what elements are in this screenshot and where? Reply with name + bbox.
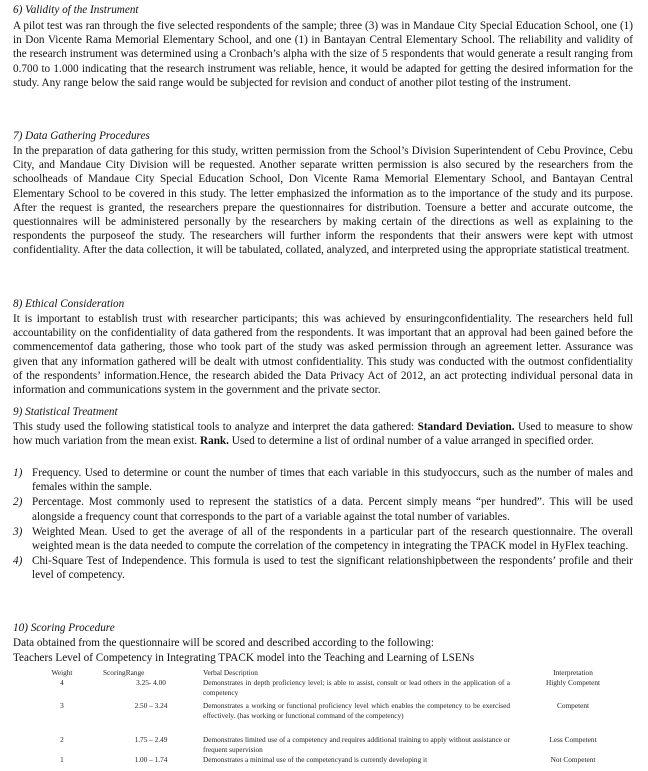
cell-weight: 3 [60,701,64,710]
cell-range: 1.00 – 1.74 [134,755,168,764]
cell-interpretation: Less Competent [549,735,597,744]
list-item [13,554,633,582]
paragraph-statistical-intro [13,420,633,448]
cell-description: Demonstrates limited use of a competency and requires additional training to apply without assistance or frequent supervision [203,735,510,754]
intro-text-c: Used to determine a list of ordinal number of a value arranged in specified order. [228,435,594,448]
rank-label: Rank. [200,435,229,448]
list-number: 3) [13,525,23,538]
paragraph-data-gathering: In the preparation of data gathering for this study, written permission from the School’s Division Superintendent of Cebu Province, Cebu City, and Mandaue City Division will be requested. Another separate written permission is also secured by the researchers from the schoolheads of Mandaue City Special Education School, Don Vicente Rama Memorial Elementary School, and Bantayan Central Elementary School to be covered in this study. The letter emphasized the information as to the importance of the study and its purpose. After the request is granted, the researchers prepare the questionnaires for distribution. Toensure a better and accurate outcome, the questionnaires will be administered personally by the researchers by making certain of the directions as well as explaining to the respondents the purposeof the study. The researchers will further inform the respondents that their answers were kept with utmost confidentiality. After the data collection, it will be tabulated, collated, analyzed, and interpreted using the appropriate statistical treatment. [13,145,633,257]
cell-range: 1.75 – 2.49 [134,735,168,744]
cell-interpretation: Not Competent [550,755,596,764]
cell-weight: 4 [60,678,64,687]
list-number: 4) [13,555,23,568]
statistical-tools-list [13,466,633,583]
list-item-text: Weighted Mean. Used to get the average of all of the respondents in a particular part of the research questionnaire. The overall weighted mean is the data needed to compute the correlation of the competency in integrating the TPACK model in HyFlex teaching. [32,525,633,553]
cell-interpretation: Competent [556,701,590,710]
list-item-text: Chi-Square Test of Independence. This formula is used to test the significant relationshipbetween the respondents’ profile and their level of competency. [32,555,633,582]
list-item-text: Frequency. Used to determine or count the number of times that each variable in this studyoccurs, such as the number of males and females within the sample. [32,467,633,494]
header-interpretation: Interpretation [553,668,593,677]
cell-range: 3.25- 4.00 [136,678,166,687]
section-heading-validity: 6) Validity of the Instrument [13,4,139,16]
cell-interpretation: Highly Competent [545,678,601,687]
list-item [13,466,633,494]
cell-description: Demonstrates in depth proficiency level; is able to assist, consult or lead others in the application of a competency [203,678,510,697]
list-item-text: Percentage. Most commonly used to represent the statistics of a data. Percent simply means “per hundred”. This will be used alongside a frequency count that corresponds to the part of a variable against the total number of variables. [32,496,633,523]
paragraph-ethical: It is important to establish trust with researcher participants; this was achieved by ensuringconfidentiality. The researchers held full accountability on the confidentiality of data gathered from the respondents. It was important that an approval had been gained before the commencementof data gathering, those who took part of the study was asked permission through an agreement letter. Assurance was given that any information gathered will be dealt with utmost confidentiality. This study was conducted with the outmost confidentiality of the respondents’ information.Hence, the research abided the Data Privacy Act of 2012, an act protecting individual personal data in information and communications system in the government and the private sector. [13,313,633,397]
table-title: Teachers Level of Competency in Integrating TPACK model into the Teaching and Learning of LSENs [13,652,475,664]
intro-text-b: Used to measure to show how much variation from the mean exist. [13,421,633,448]
standard-deviation-label: Standard Deviation. [417,421,515,433]
section-heading-data-gathering: 7) Data Gathering Procedures [13,130,150,142]
list-number: 1) [13,467,23,479]
intro-text-a: This study used the following statistical tools to analyze and interpret the data gathered: [13,421,418,433]
cell-weight: 2 [60,735,64,744]
list-number: 2) [13,496,23,509]
header-verbal-description: Verbal Description [203,668,258,677]
cell-range: 2.50 – 3.24 [134,701,168,710]
section-heading-ethical: 8) Ethical Consideration [13,298,125,310]
cell-description: Demonstrates a minimal use of the competencyand is currently developing it [203,755,428,764]
paragraph-validity: A pilot test was ran through the five selected respondents of the sample; three (3) was in Mandaue City Special Education School, one (1) in Don Vicente Rama Memorial Elementary School, and one (1) in Bantayan Central Elementary School. The reliability and validity of the research instrument was determined using a Cronbach’s alpha with the size of 5 respondents that would generate a result ranging from 0.700 to 1.000 indicating that the research instrument was reliable, hence, it would be adapted for getting the desired information for the study. Any range below the said range would be subjected for revision and conduct of another pilot testing of the instrument. [13,20,633,89]
list-item [13,525,633,553]
header-weight: Weight [51,668,73,677]
list-item [13,495,633,523]
section-heading-statistical: 9) Statistical Treatment [13,406,118,418]
header-scoring-range: ScoringRange [103,668,145,677]
section-heading-scoring: 10) Scoring Procedure [13,622,115,634]
cell-description: Demonstrates a working or functional proficiency level which enables the competency to be exercised effectively. (has working or functional command of the competency) [203,701,510,720]
paragraph-scoring: Data obtained from the questionnaire will be scored and described according to the following: [13,637,434,649]
cell-weight: 1 [60,755,64,764]
